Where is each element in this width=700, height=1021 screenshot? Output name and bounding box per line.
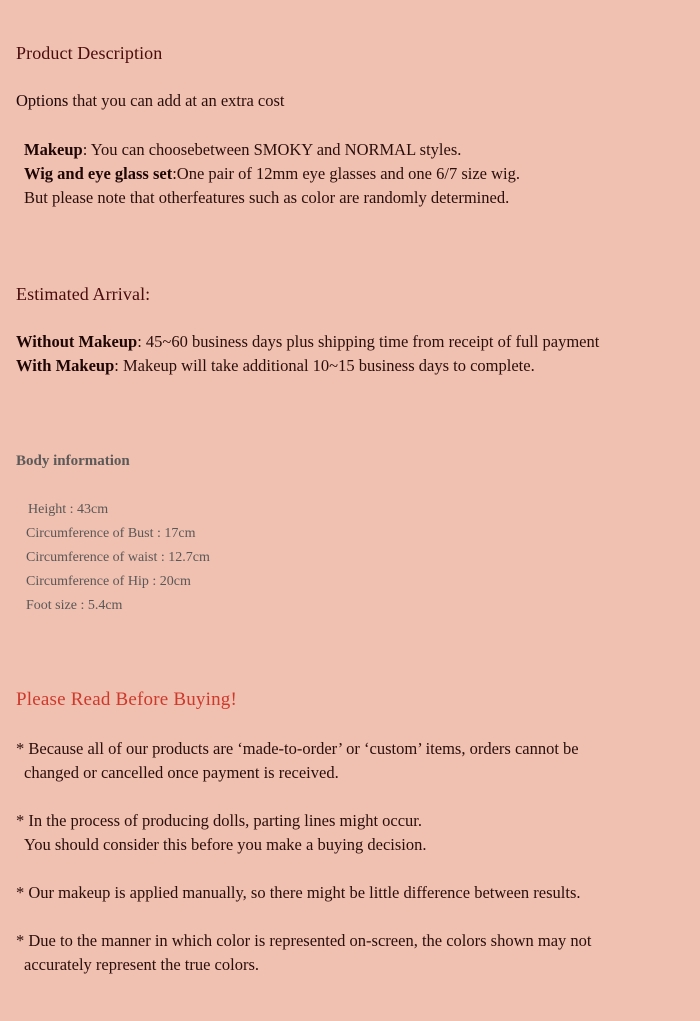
without-makeup-line bbox=[16, 332, 599, 352]
notice-item-3-line-1: * Our makeup is applied manually, so there might be little difference between results. bbox=[16, 883, 581, 902]
with-makeup-line bbox=[16, 356, 535, 376]
estimated-arrival-heading: Estimated Arrival: bbox=[16, 284, 151, 304]
makeup-text: : You can choosebetween SMOKY and NORMAL styles. bbox=[82, 140, 462, 159]
wig-note: But please note that otherfeatures such as color are randomly determined. bbox=[24, 188, 510, 207]
wig-text: :One pair of 12mm eye glasses and one 6/7 size wig. bbox=[172, 164, 520, 183]
notice-item-2-line-2: You should consider this before you make a buying decision. bbox=[24, 835, 427, 854]
body-waist: Circumference of waist : 12.7cm bbox=[26, 550, 210, 565]
wig-option-line bbox=[24, 164, 520, 184]
product-description-heading: Product Description bbox=[16, 43, 163, 63]
body-foot: Foot size : 5.4cm bbox=[26, 598, 123, 613]
options-label: Options bbox=[16, 91, 69, 110]
notice-item-1-line-1: * Because all of our products are ‘made-to-order’ or ‘custom’ items, orders cannot be bbox=[16, 739, 579, 758]
notice-item-1-line-2: changed or cancelled once payment is received. bbox=[24, 763, 339, 782]
notice-item-4-line-1: * Due to the manner in which color is represented on-screen, the colors shown may not bbox=[16, 931, 592, 950]
notice-heading: Please Read Before Buying! bbox=[16, 689, 238, 710]
body-information-heading: Body information bbox=[16, 453, 130, 469]
wig-label: Wig and eye glass set bbox=[24, 164, 173, 183]
options-line bbox=[16, 91, 285, 111]
makeup-option-line bbox=[24, 140, 461, 160]
options-text: that you can add at an extra cost bbox=[68, 91, 285, 110]
without-makeup-text: : 45~60 business days plus shipping time from receipt of full payment bbox=[137, 332, 600, 351]
notice-item-4-line-2: accurately represent the true colors. bbox=[24, 955, 260, 974]
notice-item-2-line-1: * In the process of producing dolls, parting lines might occur. bbox=[16, 811, 423, 830]
with-makeup-text: : Makeup will take additional 10~15 business days to complete. bbox=[114, 356, 535, 375]
body-hip: Circumference of Hip : 20cm bbox=[26, 574, 191, 589]
with-makeup-label: With Makeup bbox=[16, 356, 115, 375]
body-bust: Circumference of Bust : 17cm bbox=[26, 526, 196, 541]
makeup-label: Makeup bbox=[24, 140, 83, 159]
body-height: Height : 43cm bbox=[28, 502, 109, 517]
without-makeup-label: Without Makeup bbox=[16, 332, 138, 351]
